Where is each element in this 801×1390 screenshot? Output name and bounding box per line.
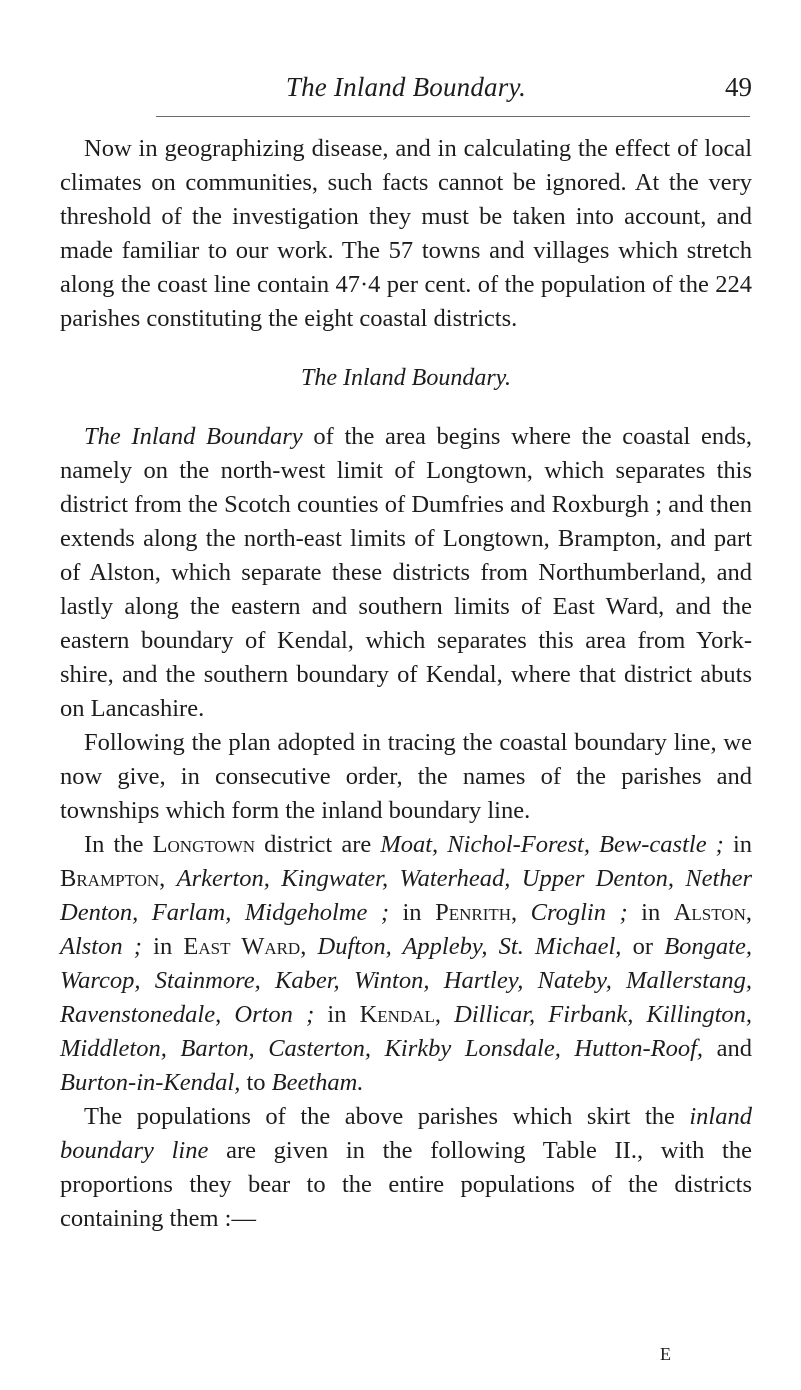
text-run: in [389, 899, 436, 926]
page-number: 49 [725, 72, 752, 102]
inland-boundary-line-term: inland boundary line [60, 1103, 752, 1164]
paragraph-inland-boundary [60, 420, 752, 726]
parish-name-burton-in-kendal: Burton-in-Kendal, [60, 1069, 241, 1096]
text-run: in [141, 933, 184, 960]
text-run: in [314, 1001, 360, 1028]
text-run: to [240, 1069, 272, 1096]
parish-names-east-ward-continued: Bongate, Warcop, Stainmore, Kaber, Winton, Hartley, Nateby, Mallerstang, Ravenstonedale, Orton ; [60, 933, 752, 1028]
paragraph-populations [60, 1100, 752, 1236]
text-run [441, 1001, 454, 1028]
parish-names-kendal: Dillicar, Firbank, Killington, Middleton, Barton, Casterton, Kirkby Lonsdale, Hutton-Roof, [60, 1001, 753, 1062]
paragraph-text: of the area begins where the coastal ends, namely on the north-west limit of Longtown, which separates this district from the Scotch counties of Dumfries and Roxburgh ; and then extends along the north-east limits of Longtown, Brampton, and part of Alston, which separate these districts from Northumberland, and lastly along the eastern and southern limits of East Ward, and the eastern boundary of Kendal, which separates this area from York-shire, and the southern boundary of Kendal, where that district abuts on Lancashire. [60, 423, 752, 722]
district-name-penrith: Penrith, [435, 899, 518, 926]
running-title: The Inland Boundary. [285, 72, 527, 102]
text-run: or [621, 933, 665, 960]
body-text [60, 132, 752, 1236]
paragraph-geographizing: Now in geographizing disease, and in calculating the effect of local climates on communities, such facts cannot be ignored. At the very threshold of the investigation they must be taken into account, and made familiar to our work. The 57 towns and villages which stretch along the coast line contain 47·4 per cent. of the population of the 224 parishes constituting the eight coastal districts. [60, 135, 752, 332]
district-name-brampton: Brampton, [60, 865, 166, 892]
text-run: district are [255, 831, 381, 858]
parish-names-penrith: Croglin ; [530, 899, 628, 926]
district-name-alston: Alston, [673, 899, 752, 926]
header-rule [156, 116, 750, 117]
district-name-longtown: Longtown [152, 831, 256, 858]
parish-name-beetham: Beetham. [271, 1069, 364, 1096]
text-run: in [723, 831, 753, 858]
district-name-east-ward: East Ward, [183, 933, 307, 960]
parish-names-longtown: Moat, Nichol-Forest, Bew-castle ; [380, 831, 724, 858]
paragraph-following-plan: Following the plan adopted in tracing the coastal boundary line, we now give, in consecutive order, the names of the parishes and townships which form the inland boundary line. [60, 729, 752, 824]
text-run [165, 865, 176, 892]
section-heading: The Inland Boundary. [301, 365, 511, 391]
text-run: in [627, 899, 674, 926]
lead-italic-term: The Inland Boundary [84, 423, 303, 450]
signature-mark: E [660, 1344, 671, 1364]
text-run: are given in the following Table II., with the proportions they bear to the entire populations of the districts containing them :— [60, 1137, 752, 1232]
parish-names-alston: Alston ; [60, 933, 142, 960]
text-run [517, 899, 531, 926]
text-run: and [703, 1035, 753, 1062]
running-head [60, 66, 752, 106]
district-name-kendal: Kendal, [359, 1001, 442, 1028]
text-run: In the [84, 831, 153, 858]
parish-names-brampton: Arkerton, Kingwater, Waterhead, Upper Denton, Nether Denton, Farlam, Midgeholme ; [60, 865, 752, 926]
parish-names-east-ward: Dufton, Appleby, St. Michael, [317, 933, 622, 960]
paragraph-parish-list [60, 828, 752, 1100]
text-run [306, 933, 317, 960]
text-run: The populations of the above parishes which skirt the [84, 1103, 690, 1130]
